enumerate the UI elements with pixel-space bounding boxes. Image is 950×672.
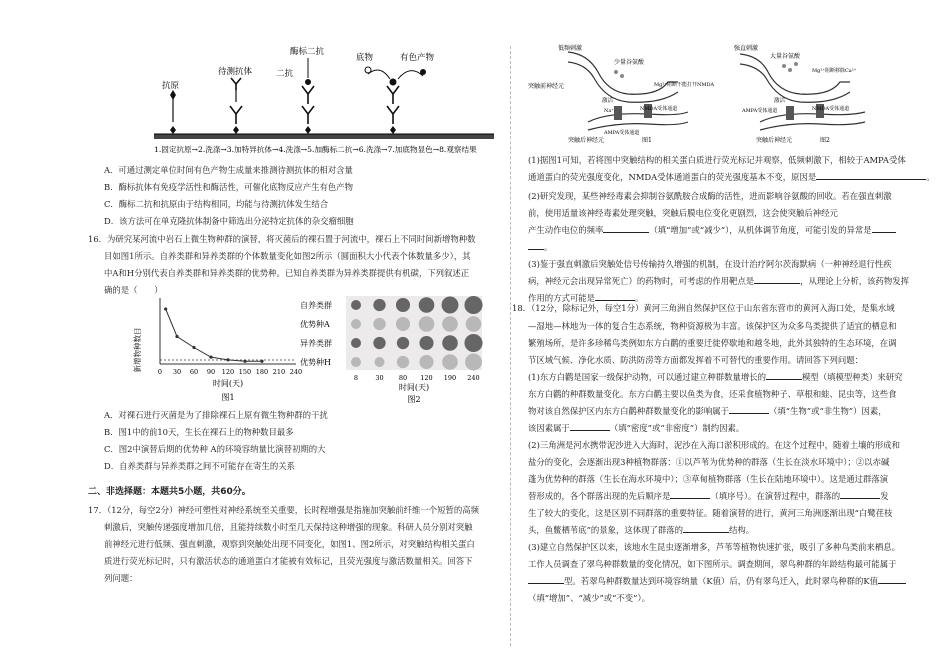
label-meibiao: 酶标二抗 xyxy=(290,47,325,57)
answer-blank[interactable] xyxy=(766,369,802,380)
q15-option-d: D．该方法可在单克隆抗体制备中筛选出分泌特定抗体的杂交瘤细胞 xyxy=(104,216,354,226)
q18-line-6: 东方白鹳的种群数量变化。东方白鹳主要以鱼类为食，还采食植物种子、草根和蛙、昆虫等，这些食 xyxy=(528,389,897,399)
r17-line-2: 通道蛋白的荧光强度变化，NMDA受体通道蛋白的荧光强度基本不变，原因是 。 xyxy=(528,169,935,186)
fig1-xticks xyxy=(158,368,302,376)
test-antibody xyxy=(230,106,242,124)
r17-line-8-a: 病，神经元会出现异常死亡）的药物时，可考虑的作用靶点是 xyxy=(528,276,755,286)
fig2-panel xyxy=(346,296,482,370)
fig2-bubble xyxy=(397,337,409,349)
q18-line-14 xyxy=(528,522,754,539)
fig1-na: Na⁺ xyxy=(604,108,614,114)
fig1-activate: 激活 xyxy=(602,98,614,104)
fig2-bubble xyxy=(351,357,361,367)
elisa-diagram xyxy=(118,44,498,160)
q16-line-1: 16．为研究某河流中岩石上微生物种群的演替，将灭菌后的裸石置于河流中，裸石上不同时间新增物种数 xyxy=(88,234,476,244)
r17-line-7: (3)鉴于强直刺激后突触处信号传输持久增强的机制，在设计治疗阿尔茨海默病（一种神经退行性疾 xyxy=(528,259,892,269)
fig2-nmda: NMDA受体通道 xyxy=(812,106,850,112)
fig2-post: 突触后神经元 xyxy=(756,137,793,144)
fig2-bubble xyxy=(351,300,361,310)
q18-line-5 xyxy=(528,369,903,386)
q17-line-3: 前神经元进行低频、强直刺激，观察到突触处出现不同变化，如图1、图2所示，对突触结构相关蛋白 xyxy=(104,539,475,549)
r17-line-9-a: 作用的方式可能是 xyxy=(528,293,595,303)
fig1-glu: 少量谷氨酸 xyxy=(614,59,645,66)
fig2-bubble xyxy=(351,338,361,348)
r17-line-8 xyxy=(528,273,909,290)
q18-line-11: 蓬为优势种的群落（生长在海水环境中）；③草甸植物群落（生长在陆地环境中）。这是通过群落演 xyxy=(528,474,889,484)
fig2-bubble xyxy=(466,316,482,332)
label-youse: 有色产物 xyxy=(400,53,435,63)
fig1-ampa: AMPA受体通道 xyxy=(604,130,640,136)
fig2-xtick: 190 xyxy=(443,374,457,382)
fig1-post: 突触后神经元 xyxy=(568,137,605,144)
q16-option-b: B．图1中的前10天，生长在裸石上的物种数目最多 xyxy=(104,427,294,437)
fig2-row-label: 优势种H xyxy=(300,358,331,367)
fig2-bubble xyxy=(419,336,433,350)
fig1-mg: Mg²⁺阻断不能打开NMDA xyxy=(654,82,715,88)
fig1-xtick: 0 xyxy=(157,368,163,376)
q18-line-12-a: 替形成的，各个群落出现的先后顺序是 xyxy=(528,491,671,501)
fig1-xtick: 30 xyxy=(172,368,182,376)
r17-line-5-a: 产生动作电位的频率 xyxy=(528,225,604,235)
q18-line-4: 节区域气候、净化水质、防洪防涝等方面都发挥着不可替代的重要作用。请回答下列问题： xyxy=(528,355,863,365)
q18-line-12-b: （填序号）。在演替过程中，群落的 xyxy=(710,491,841,501)
plate-surface xyxy=(154,134,494,139)
bound-antibody xyxy=(302,86,314,124)
fig2-bubble xyxy=(465,354,482,371)
fig2-chart xyxy=(298,294,484,406)
fig2-bubble xyxy=(419,316,435,332)
fig2-bubble xyxy=(442,316,458,332)
elisa-steps: 1.固定抗原→2.洗涤→3.加特异抗体→4.洗涤→5.加酶标二抗→6.洗涤→7.加底物显色→8.观察结果 xyxy=(154,145,477,154)
synapse-fig1 xyxy=(528,42,715,146)
fig2-bubble xyxy=(464,334,482,352)
fig1-caption: 图1 xyxy=(221,393,235,402)
fig2-stim: 强直刺激 xyxy=(734,45,759,52)
q18-line-16: 工作人员调查了翠鸟种群数量的变化情况，如下图所示。调查期间，翠鸟种群的年龄结构最可能属于 xyxy=(528,559,897,569)
fig2-bubble xyxy=(442,297,459,314)
fig1-stim: 低频刺激 xyxy=(558,45,583,52)
answer-blank[interactable] xyxy=(754,273,800,284)
answer-blank[interactable] xyxy=(872,222,896,233)
q18-line-14-a: 头，鱼鳖栖苇底”的景象，这体现了群落的 xyxy=(528,525,684,535)
r17-line-2-text: 通道蛋白的荧光强度变化，NMDA受体通道蛋白的荧光强度基本不变，原因是 xyxy=(528,172,817,182)
q17-line-1: 17．（12分，每空2分）神经可塑性对神经系统至关重要，长时程增强是指施加突触前纤维一个短暂的高频 xyxy=(88,505,479,515)
q16-line-2: 目如图1所示。自养类群和异养类群的个体数量变化如图2所示（圆面积大小代表个体数量多少），其 xyxy=(104,251,471,261)
enzyme-complex xyxy=(387,86,399,124)
fig1-xtick: 120 xyxy=(221,368,235,376)
label-erkang: 二抗 xyxy=(276,69,294,79)
fig1-point xyxy=(164,307,167,310)
q18-line-8-b: （填“密度”或“非密度”）制约因素。 xyxy=(609,423,745,433)
answer-blank[interactable] xyxy=(840,488,880,499)
fig2-bubble xyxy=(442,335,458,351)
q15-option-c: C．酶标二抗和抗原由于结构相同，均能与待测抗体发生结合 xyxy=(104,199,329,209)
q17-line-5: 列问题： xyxy=(104,573,138,583)
q18-line-2: —湿地—林地为一体的复合生态系统，物种资源极为丰富。该保护区为众多鸟类提供了适宜的栖息和 xyxy=(528,321,897,331)
fig1-caption: 图1 xyxy=(642,137,652,144)
answer-blank[interactable] xyxy=(670,488,710,499)
answer-blank[interactable] xyxy=(528,239,544,250)
fig2-bubble xyxy=(396,298,410,312)
fig1-nmda: NMDA受体通道 xyxy=(640,106,678,112)
answer-blank[interactable] xyxy=(816,169,926,180)
q17-line-4: 质进行荧光标记时，只有激活状态的通道蛋白才能被有效标记，且荧光强度与激活数量相关。回答下 xyxy=(104,556,473,566)
fig2-xtick: 120 xyxy=(420,374,433,382)
q18-line-17 xyxy=(528,573,906,590)
fig1-point xyxy=(192,346,195,349)
fig2-xticks xyxy=(354,374,480,382)
fig2-xtick: 30 xyxy=(375,374,384,382)
fig1-series-line xyxy=(166,309,262,361)
fig1-xtick: 150 xyxy=(238,368,252,376)
q18-line-5-a: (1)东方白鹳是国家一级保护动物，可以通过建立种群数量增长的 xyxy=(528,372,766,382)
q16-option-a: A．对裸石进行灭菌是为了排除裸石上原有微生物种群的干扰 xyxy=(104,410,328,420)
fig1-point xyxy=(175,335,178,338)
fig2-xtick: 240 xyxy=(467,374,480,382)
fig2-row-label: 优势种A xyxy=(300,320,330,329)
fig2-bubble xyxy=(375,357,385,367)
q16-line-4: 确的是（ ） xyxy=(104,285,163,295)
q18-line-18: （填“增加”、“减少”或“不变”）。 xyxy=(528,593,650,603)
q18-line-7-b: （填“生物”或“非生物”）因素， xyxy=(769,406,887,416)
q18-line-1: 18．（12分，除标记外，每空1分）黄河三角洲自然保护区位于山东省东营市的黄河入海口处，是集水域 xyxy=(512,303,895,313)
fig1-xtick: 60 xyxy=(189,368,199,376)
fig2-ampa: AMPA受体通道 xyxy=(742,108,778,114)
q18-line-3: 繁殖场所，是许多珍稀鸟类例如东方白鹳的重要迁徙停歇地和越冬地，此外其独特的生态环境，在调 xyxy=(528,338,897,348)
q18-line-5-b: 模型（填模型种类）来研究 xyxy=(802,372,903,382)
label-daice: 待测抗体 xyxy=(218,67,253,77)
fig1-xlabel: 时间(天) xyxy=(212,379,244,388)
q18-line-8 xyxy=(528,420,744,437)
r17-line-6: 。 xyxy=(528,239,552,256)
fig2-bubble xyxy=(419,355,433,369)
section-2-heading: 二、非选择题：本题共5小题，共60分。 xyxy=(88,487,251,497)
fig2-bubble xyxy=(373,318,385,330)
fig2-xlabel: 时间(天) xyxy=(398,383,430,392)
fig2-row-label: 自养类群 xyxy=(300,301,332,310)
fig1-point xyxy=(226,358,229,361)
r17-line-5 xyxy=(528,222,896,239)
r17-line-9: 作用的方式可能是 。 xyxy=(528,290,643,307)
fig2-xtick: 8 xyxy=(353,374,359,382)
q16-option-d: D．自养类群与异养类群之间不可能存在寄生的关系 xyxy=(104,461,295,471)
answer-blank[interactable] xyxy=(570,420,610,431)
q18-line-15: (3)建立自然保护区以来，该地水生昆虫逐渐增多，芦苇等植物快速扩张，吸引了多种鸟类前来栖息。 xyxy=(528,542,900,552)
q18-line-10: 盐分的变化，会逐渐出现3种植物群落：①以芦苇为优势种的群落（生长在淡水环境中）；②以赤碱 xyxy=(528,457,890,467)
fig2-bubble xyxy=(442,354,458,370)
q15-option-a: A．可通过测定单位时间有色产物生成量来推测待测抗体的相对含量 xyxy=(104,165,353,175)
answer-blank[interactable] xyxy=(603,222,649,233)
fig1-pre: 突触前神经元 xyxy=(528,83,565,90)
fig2-mg: Mg²⁺阻断移除Ca²⁺ xyxy=(812,68,857,74)
antigen-marks xyxy=(170,126,396,134)
q18-line-12-c: 发 xyxy=(880,491,889,501)
q18-line-17-a: 型。若翠鸟种群数量达到环境容纳量（K值）后，仍有翠鸟迁入，此时翠鸟种群的K值 xyxy=(564,576,879,586)
synapse-fig2 xyxy=(720,42,870,146)
column-divider xyxy=(510,46,511,646)
r17-line-5-b: （填“增加”或“减少”），从机体调节角度，可能引发的异常是 xyxy=(649,225,872,235)
fig2-activate: 激活 xyxy=(774,98,786,104)
fig1-ylabel: 新增物种数目 xyxy=(133,327,142,373)
answer-blank[interactable] xyxy=(683,522,729,533)
fig2-bubble xyxy=(464,296,482,314)
q16-line-3: 中A和H分别代表自养类群和异养类群的优势种。已知自养类群为异养类群提供有机碳，下列叙述正 xyxy=(104,268,470,278)
label-kangyuan: 抗原 xyxy=(162,81,180,91)
fig2-row-label: 异养类群 xyxy=(300,339,332,348)
label-diwu: 底物 xyxy=(356,53,374,63)
fig1-xtick: 180 xyxy=(255,368,269,376)
fig1-point xyxy=(209,356,212,359)
fig1-point xyxy=(260,360,263,363)
fig1-xtick: 210 xyxy=(272,368,286,376)
q17-line-2: 刺激后，突触传递强度增加几倍，且能持续数小时至几天保持这种增强的现象。科研人员分别对突触 xyxy=(104,522,473,532)
fig2-bubble xyxy=(396,317,410,331)
answer-blank[interactable] xyxy=(729,403,769,414)
answer-blank[interactable] xyxy=(878,573,906,584)
q18-line-14-b: 结构。 xyxy=(729,525,755,535)
r17-line-4: 前，使用适量该神经毒素处理突触，突触后膜电位变化更剧烈，这会使突触后神经元 xyxy=(528,208,838,218)
fig2-caption: 图2 xyxy=(407,395,421,404)
fig2-bubble xyxy=(351,319,361,329)
fig1-chart xyxy=(132,294,302,406)
fig2-bubble xyxy=(373,337,385,349)
q18-line-12 xyxy=(528,488,889,505)
fig2-row-labels xyxy=(300,300,332,367)
q18-line-8-a: 该因素属于 xyxy=(528,423,570,433)
fig2-caption: 图2 xyxy=(820,137,830,144)
answer-blank[interactable] xyxy=(528,573,564,584)
fig2-glu: 大量谷氨酸 xyxy=(770,53,801,60)
fig2-xtick: 80 xyxy=(398,374,408,382)
q18-line-13: 生了较大的变化，这是区别不同群落的重要特征。随着演替的进行，黄河三角洲逐渐出现“白鹭荏枝 xyxy=(528,508,893,518)
fig1-points xyxy=(164,307,264,362)
r17-line-1: (1)据图1可知，若将图中突触结构的相关蛋白质进行荧光标记并观察，低频刺激下，相较于AMPA受体 xyxy=(528,155,906,165)
r17-line-8-b: ，从理论上分析，该药物发挥 xyxy=(800,276,909,286)
fig2-bubble xyxy=(397,356,409,368)
fig1-point xyxy=(243,360,246,363)
q15-option-b: B．酶标抗体有免疫学活性和酶活性，可催化底物反应产生有色产物 xyxy=(104,182,354,192)
fig1-xtick: 240 xyxy=(289,368,303,376)
fig2-bubble xyxy=(419,297,435,313)
q18-line-9: (2)三角洲是河水携带泥沙进入大海时，泥沙在入海口淤积形成的。在这个过程中，随着土壤的形成和 xyxy=(528,440,900,450)
fig1-xtick: 90 xyxy=(206,368,216,376)
q18-line-7 xyxy=(528,403,887,420)
q16-option-c: C．图2中演替后期的优势种 A的环境容纳量比演替初期的大 xyxy=(104,444,326,454)
r17-line-3: (2)研究发现，某些神经毒素会抑制谷氨酰胺合成酶的活性，进而影响谷氨酸的回收。若在强直刺激 xyxy=(528,191,892,201)
q18-line-7-a: 物对该自然保护区内东方白鹳种群数量变化的影响属于 xyxy=(528,406,729,416)
fig2-bubble xyxy=(373,299,385,311)
